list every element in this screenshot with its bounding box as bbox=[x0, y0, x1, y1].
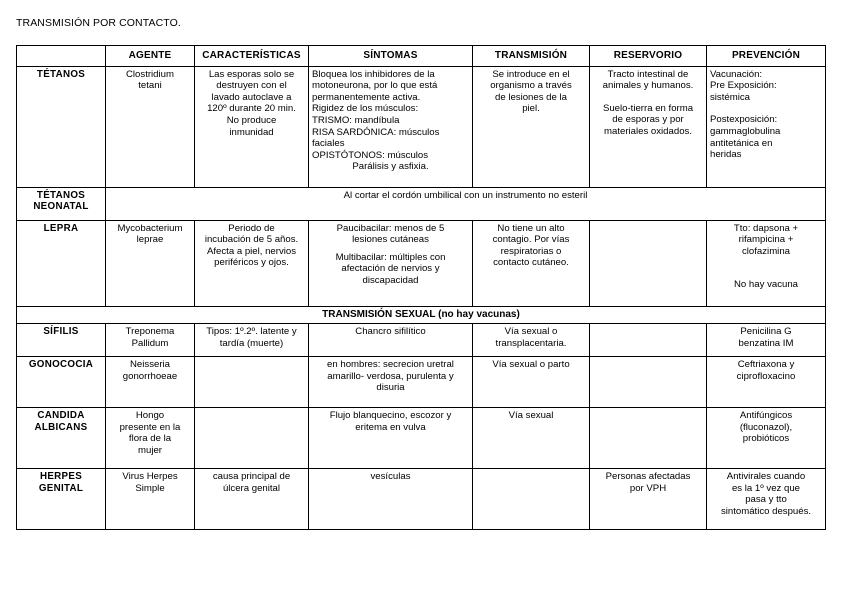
cell-reservorio-tetanos: Tracto intestinal de animales y humanos. Suelo-tierra en forma de esporas y por materiales oxidados. bbox=[590, 66, 707, 187]
table-row-candida-albicans bbox=[17, 408, 826, 469]
header-prevencion: PREVENCIÓN bbox=[707, 46, 826, 67]
cell-caracteristicas-sifilis: Tipos: 1º.2º. latente y tardía (muerte) bbox=[195, 324, 309, 357]
cell-note-tetanos-neonatal: Al cortar el cordón umbilical con un instrumento no esteril bbox=[106, 187, 826, 220]
header-sintomas: SÍNTOMAS bbox=[309, 46, 473, 67]
cell-transmision-herpes bbox=[473, 469, 590, 530]
section-row-transmision-sexual bbox=[17, 306, 826, 324]
cell-agente-tetanos: Clostridium tetani bbox=[106, 66, 195, 187]
cell-prevencion-gonococia: Ceftriaxona y ciprofloxacino bbox=[707, 357, 826, 408]
cell-transmision-candida: Vía sexual bbox=[473, 408, 590, 469]
header-blank bbox=[17, 46, 106, 67]
cell-agente-gonococia: Neisseria gonorrhoeae bbox=[106, 357, 195, 408]
cell-caracteristicas-lepra: Periodo de incubación de 5 años. Afecta a piel, nervios periféricos y ojos. bbox=[195, 220, 309, 306]
disease-name-gonococia: GONOCOCIA bbox=[17, 357, 106, 408]
cell-sintomas-candida: Flujo blanquecino, escozor y eritema en vulva bbox=[309, 408, 473, 469]
document-title: TRANSMISIÓN POR CONTACTO. bbox=[16, 17, 181, 29]
cell-sintomas-sifilis: Chancro sifilítico bbox=[309, 324, 473, 357]
table-row-herpes-genital bbox=[17, 469, 826, 530]
disease-name-herpes-genital: HERPES GENITAL bbox=[17, 469, 106, 530]
header-caracteristicas: CARACTERÍSTICAS bbox=[195, 46, 309, 67]
disease-name-sifilis: SÍFILIS bbox=[17, 324, 106, 357]
disease-name-tetanos-neonatal: TÉTANOS NEONATAL bbox=[17, 187, 106, 220]
disease-table bbox=[16, 45, 826, 530]
cell-transmision-tetanos: Se introduce en el organismo a través de lesiones de la piel. bbox=[473, 66, 590, 187]
cell-sintomas-lepra: Paucibacilar: menos de 5 lesiones cutáneas Multibacilar: múltiples con afectación de nervios y discapacidad bbox=[309, 220, 473, 306]
cell-agente-sifilis: Treponema Pallidum bbox=[106, 324, 195, 357]
cell-transmision-gonococia: Vía sexual o parto bbox=[473, 357, 590, 408]
header-reservorio: RESERVORIO bbox=[590, 46, 707, 67]
cell-agente-herpes: Virus Herpes Simple bbox=[106, 469, 195, 530]
cell-sintomas-gonococia: en hombres: secrecion uretral amarillo- verdosa, purulenta y disuria bbox=[309, 357, 473, 408]
cell-reservorio-sifilis bbox=[590, 324, 707, 357]
cell-prevencion-tetanos: Vacunación: Pre Exposición: sistémica Postexposición: gammaglobulina antitetánica en heridas bbox=[707, 66, 826, 187]
table-row-tetanos bbox=[17, 66, 826, 187]
cell-reservorio-herpes: Personas afectadas por VPH bbox=[590, 469, 707, 530]
disease-name-lepra: LEPRA bbox=[17, 220, 106, 306]
cell-transmision-sifilis: Vía sexual o transplacentaria. bbox=[473, 324, 590, 357]
disease-name-tetanos: TÉTANOS bbox=[17, 66, 106, 187]
cell-agente-candida: Hongo presente en la flora de la mujer bbox=[106, 408, 195, 469]
cell-sintomas-herpes: vesículas bbox=[309, 469, 473, 530]
disease-name-candida-albicans: CANDIDA ALBICANS bbox=[17, 408, 106, 469]
table-row-lepra bbox=[17, 220, 826, 306]
cell-prevencion-candida: Antifúngicos (fluconazol), probióticos bbox=[707, 408, 826, 469]
cell-prevencion-herpes: Antivirales cuando es la 1º vez que pasa y tto sintomático después. bbox=[707, 469, 826, 530]
cell-caracteristicas-gonococia bbox=[195, 357, 309, 408]
cell-caracteristicas-herpes: causa principal de úlcera genital bbox=[195, 469, 309, 530]
table-row-gonococia bbox=[17, 357, 826, 408]
section-label-transmision-sexual: TRANSMISIÓN SEXUAL (no hay vacunas) bbox=[17, 306, 826, 324]
cell-caracteristicas-candida bbox=[195, 408, 309, 469]
cell-prevencion-sifilis: Penicilina G benzatina IM bbox=[707, 324, 826, 357]
header-row bbox=[17, 46, 826, 67]
cell-transmision-lepra: No tiene un alto contagio. Por vías respiratorias o contacto cutáneo. bbox=[473, 220, 590, 306]
cell-reservorio-candida bbox=[590, 408, 707, 469]
table-row-sifilis bbox=[17, 324, 826, 357]
header-transmision: TRANSMISIÓN bbox=[473, 46, 590, 67]
cell-sintomas-tetanos: Bloquea los inhibidores de la motoneurona, por lo que está permanentemente activa. Rigidez de los músculos: TRISMO: mandíbula RISA SARDÓNICA: músculos faciales OPISTÓTONOS: músculos Parálisis y asfixia. bbox=[309, 66, 473, 187]
table-row-tetanos-neonatal bbox=[17, 187, 826, 220]
header-agente: AGENTE bbox=[106, 46, 195, 67]
cell-prevencion-lepra: Tto: dapsona + rifampicina + clofazimina No hay vacuna bbox=[707, 220, 826, 306]
cell-reservorio-gonococia bbox=[590, 357, 707, 408]
cell-caracteristicas-tetanos: Las esporas solo se destruyen con el lavado autoclave a 120º durante 20 min. No produce inmunidad bbox=[195, 66, 309, 187]
cell-agente-lepra: Mycobacterium leprae bbox=[106, 220, 195, 306]
cell-reservorio-lepra bbox=[590, 220, 707, 306]
